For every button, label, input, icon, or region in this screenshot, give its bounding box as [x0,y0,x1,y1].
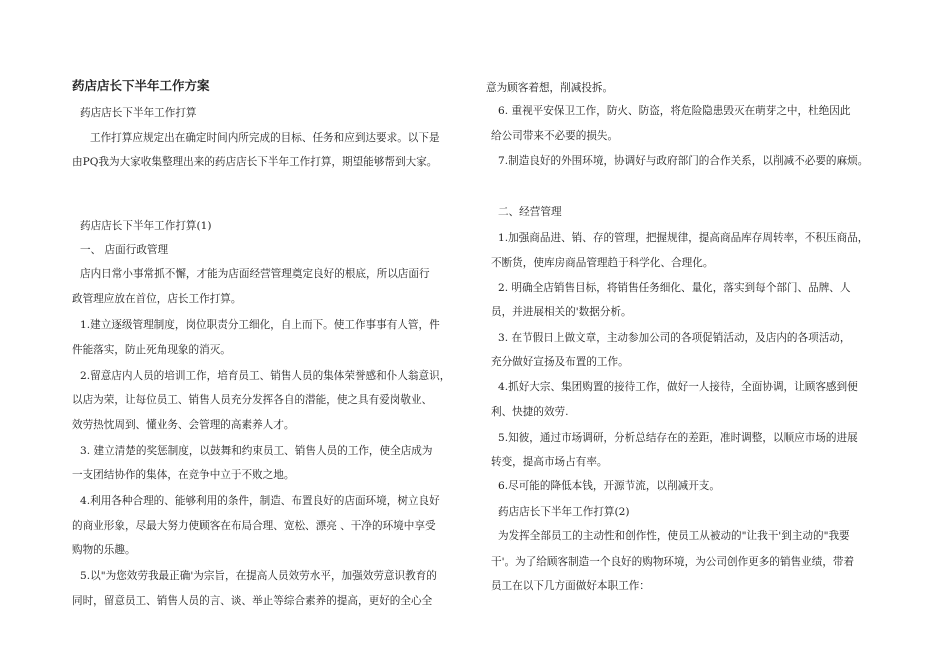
paragraph-line: 3. 在节假日上做文章，主动参加公司的各项促销活动，及店内的各项活动， [498,332,851,344]
paragraph-line: 效劳热忱周到、懂业务、会管理的高素养人才。 [72,419,295,431]
paragraph-line: 员工在以下几方面做好本职工作： [491,580,650,592]
paragraph-line: 意为顾客着想，削减投拆。 [486,82,614,94]
paragraph-line: 给公司带来不必要的损失。 [491,130,619,142]
paragraph-line: 1.建立逐级管理制度，岗位职责分工细化，自上而下。使工作事事有人管，件 [80,319,440,331]
paragraph-line: 充分做好宣扬及布置的工作。 [491,356,629,368]
paragraph-line: 利、快捷的效劳. [491,406,569,418]
subtitle: 药店店长下半年工作打算 [80,107,197,119]
section-heading: 药店店长下半年工作打算(2) [498,506,630,518]
paragraph-line: 转变，提高市场占有率。 [491,456,608,468]
paragraph-line: 以店为荣，让每位员工、销售人员充分发挥各自的潜能，使之具有爱岗敬业、 [72,394,433,406]
paragraph-line: 由PQ我为大家收集整理出来的药店店长下半年工作打算，期望能够帮到大家。 [72,156,438,168]
section-subheading: 一、 店面行政管理 [80,244,169,256]
paragraph-line: 3. 建立清楚的奖惩制度，以鼓舞和约束员工、销售人员的工作，使全店成为 [80,445,433,457]
paragraph-line: 政管理应放在首位，店长工作打算。 [72,293,242,305]
section-heading: 二、经营管理 [498,206,562,218]
paragraph-line: 的商业形象，尽最大努力使顾客在布局合理、宽松、漂亮 、干净的环境中享受 [72,520,436,532]
paragraph-line: 4.利用各种合理的、能够利用的条件，制造、布置良好的店面环境，树立良好 [80,495,440,507]
paragraph-line: 工作打算应规定出在确定时间内所完成的目标、任务和应到达要求。以下是 [90,132,440,144]
document-title: 药店店长下半年工作方案 [72,78,210,93]
paragraph-line: 5.以"为您效劳我最正确'为宗旨，在提高人员效劳水平，加强效劳意识教育的 [80,570,437,582]
paragraph-line: 不断货，使库房商品管理趋于科学化、合理化。 [491,257,714,269]
paragraph-line: 2.留意店内人员的培训工作，培育员工、销售人员的集体荣誉感和仆人翁意识， [80,370,451,382]
paragraph-line: 员，并进展相关的'数据分析。 [491,306,632,318]
paragraph-line: 7.制造良好的外围环境，协调好与政府部门的合作关系，以削减不必要的麻烦。 [498,155,869,167]
paragraph-line: 件能落实，防止死角现象的消灭。 [72,344,231,356]
section-heading: 药店店长下半年工作打算(1) [80,220,212,232]
paragraph-line: 干'。为了给顾客制造一个良好的购物环境，为公司创作更多的销售业绩，带着 [491,556,855,568]
paragraph-line: 同时，留意员工、销售人员的言、谈、举止等综合素养的提高，更好的全心全 [72,595,433,607]
paragraph-line: 2. 明确全店销售目标，将销售任务细化、量化，落实到每个部门、品牌、人 [498,282,851,294]
paragraph-line: 1.加强商品进、销、存的管理，把握规律，提高商品库存周转率，不积压商品， [498,232,869,244]
paragraph-line: 6.尽可能的降低本钱，开源节流，以削减开支。 [498,480,720,492]
paragraph-line: 5.知彼，通过市场调研，分析总结存在的差距，准时调整，以顺应市场的进展 [498,432,858,444]
paragraph-line: 为发挥全部员工的主动性和创作性，使员工从被动的"让我干'到主动的"我要 [498,530,850,542]
paragraph-line: 一支团结协作的集体，在竞争中立于不败之地。 [72,469,295,481]
paragraph-line: 6. 重视平安保卫工作，防火、防盗，将危险隐患毁灭在萌芽之中，杜绝因此 [498,105,851,117]
paragraph-line: 购物的乐趣。 [72,544,136,556]
paragraph-line: 店内日常小事常抓不懈，才能为店面经营管理奠定良好的根底，所以店面行 [80,268,430,280]
paragraph-line: 4.抓好大宗、集团购置的接待工作，做好一人接待，全面协调，让顾客感到便 [498,381,858,393]
